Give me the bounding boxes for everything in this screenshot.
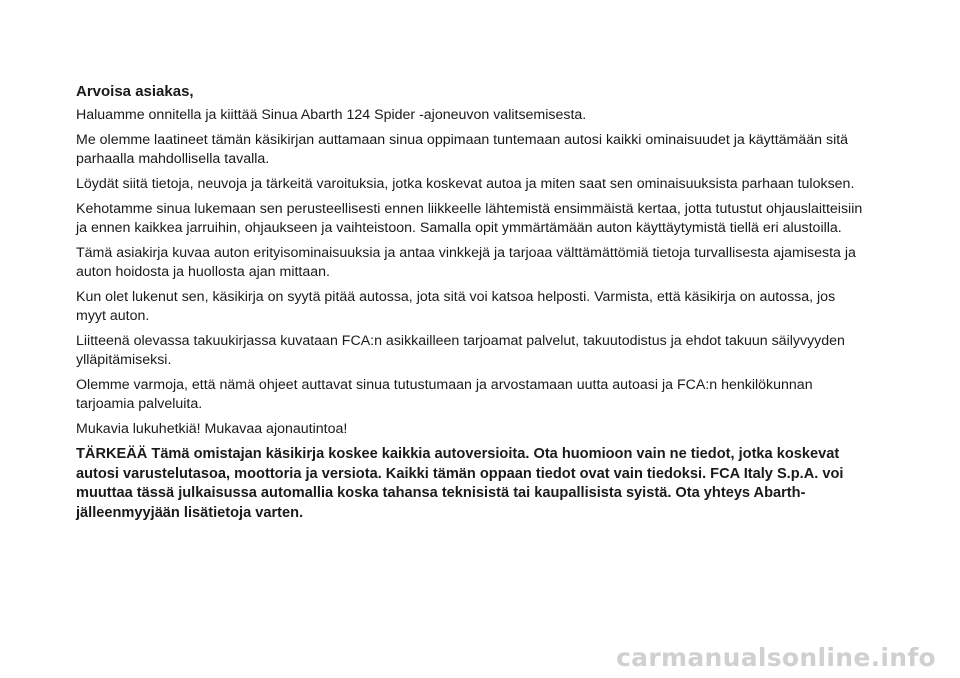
paragraph-keep-in-car: Kun olet lukenut sen, käsikirja on syytä pitää autossa, jota sitä voi katsoa helposti. Varmista, että käsikirja on autossa, jos myyt auton.: [76, 289, 836, 324]
paragraph-closing: Mukavia lukuhetkiä! Mukavaa ajonautintoa!: [76, 421, 348, 437]
site-watermark: carmanualsonline.info: [616, 643, 936, 672]
paragraph-safety-care: Tämä asiakirja kuvaa auton erityisominaisuuksia ja antaa vinkkejä ja tarjoaa välttämättömiä tietoja turvallisesta ajamisesta ja auton hoidosta ja huollosta ajan mittaan.: [76, 245, 856, 280]
paragraph-contents: Löydät siitä tietoja, neuvoja ja tärkeitä varoituksia, jotka koskevat autoa ja miten saat sen ominaisuuksista parhaan tuloksen.: [76, 176, 855, 192]
paragraph-purpose: Me olemme laatineet tämän käsikirjan auttamaan sinua oppimaan tuntemaan autosi kaikki ominaisuudet ja käyttämään sitä parhaalla mahdollisella tavalla.: [76, 132, 849, 167]
greeting-heading: Arvoisa asiakas,: [76, 83, 194, 100]
paragraph-warranty: Liitteenä olevassa takuukirjassa kuvataan FCA:n asikkailleen tarjoamat palvelut, takuutodistus ja ehdot takuun säilyvyyden ylläpitämiseksi.: [76, 333, 845, 368]
important-notice: TÄRKEÄÄ Tämä omistajan käsikirja koskee kaikkia autoversioita. Ota huomioon vain ne tiedot, jotka koskevat autosi varustelutasoa, moottoria ja versiota. Kaikki tämän oppaan tiedot ovat vain tiedoksi. FCA Italy S.p.A. voi muuttaa tässä julkaisussa automallia koska tahansa teknisistä tai kaupallisista syistä. Ota yhteys Abarth-jälleenmyyjään lisätietoja varten.: [76, 446, 844, 521]
paragraph-read-before-driving: Kehotamme sinua lukemaan sen perusteellisesti ennen liikkeelle lähtemistä ensimmäistä kertaa, jotta tutustut ohjauslaitteisiin ja ennen kaikkea jarruihin, ohjaukseen ja vaihteistoon. Samalla opit ymmärtämään auton käyttäytymistä tiellä eri alustoilla.: [76, 201, 863, 236]
paragraph-congratulations: Haluamme onnitella ja kiittää Sinua Abarth 124 Spider -ajoneuvon valitsemisesta.: [76, 107, 587, 123]
paragraph-services: Olemme varmoja, että nämä ohjeet auttavat sinua tutustumaan ja arvostamaan uutta autoasi ja FCA:n henkilökunnan tarjoamia palveluita.: [76, 377, 813, 412]
manual-page: [76, 82, 866, 523]
